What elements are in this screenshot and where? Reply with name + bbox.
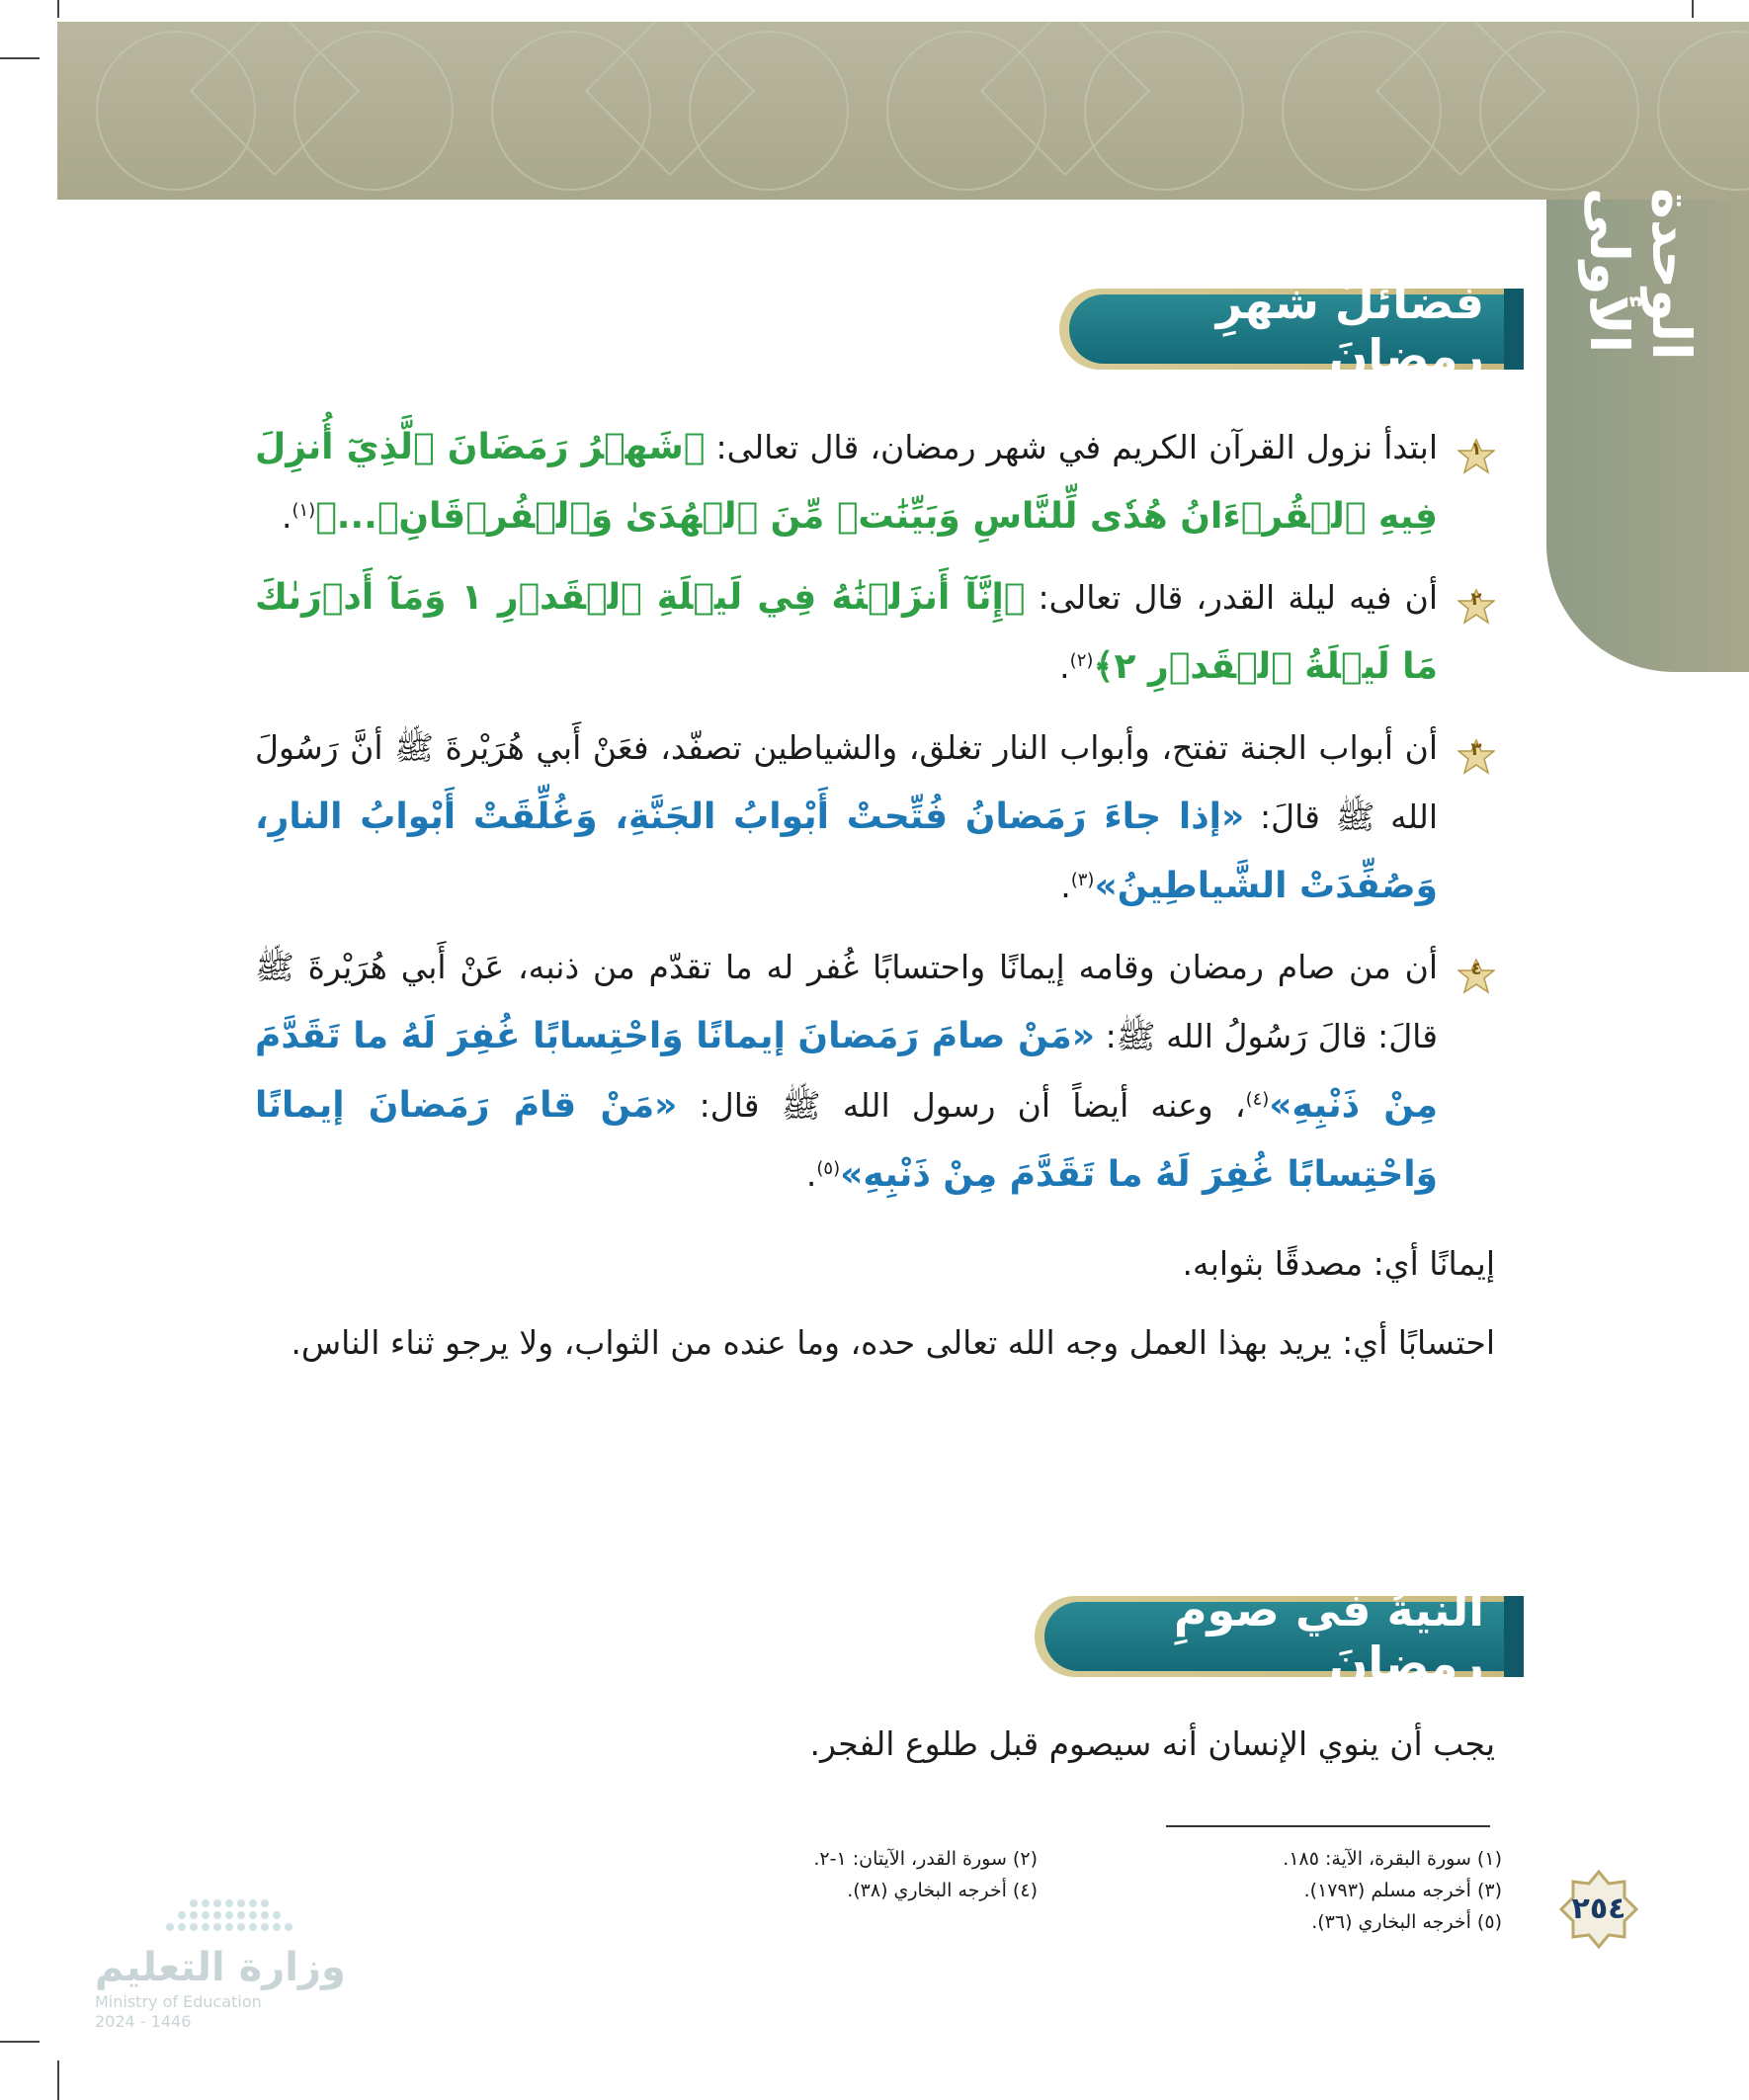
footnote-ref[interactable]: (٢) bbox=[1069, 650, 1094, 671]
header-ribbon-tail bbox=[1504, 289, 1524, 370]
item-text: ابتدأ نزول القرآن الكريم في شهر رمضان، قال تعالى: bbox=[705, 428, 1438, 466]
star-marker-icon: ٢ bbox=[1458, 581, 1495, 619]
section2-content bbox=[255, 1710, 1495, 1779]
definition-ihtisab: احتسابًا أي: يريد بهذا العمل وجه الله تعالى حده، وما عنده من الثواب، ولا يرجو ثناء الناس. bbox=[291, 1323, 1495, 1362]
page-number: ٢٥٤ bbox=[1571, 1891, 1626, 1926]
footnotes-left bbox=[761, 1843, 1038, 1906]
footnote-ref[interactable]: (١) bbox=[292, 500, 316, 521]
crop-mark bbox=[57, 2060, 59, 2100]
section-title: النيةُ في صومِ رمضانَ bbox=[1044, 1602, 1504, 1671]
hadith-text: «مَنْ قامَ رَمَضانَ إيمانًا وَاحْتِسابًا غُفِرَ لَهُ ما تَقَدَّمَ مِنْ ذَنْبِهِ» bbox=[255, 1085, 1438, 1195]
hadith-text: «مَنْ صامَ رَمَضانَ إيمانًا وَاحْتِسابًا غُفِرَ لَهُ ما تَقَدَّمَ مِنْ ذَنْبِهِ» bbox=[255, 1016, 1438, 1126]
crop-mark bbox=[0, 57, 40, 59]
quran-verse: ﴿إِنَّآ أَنزَلۡنَٰهُ فِي لَيۡلَةِ ٱلۡقَدۡرِ ١ وَمَآ أَدۡرَىٰكَ مَا لَيۡلَةُ ٱلۡقَدۡرِ ٢﴾ bbox=[255, 577, 1438, 687]
footnote-divider bbox=[1166, 1825, 1490, 1827]
list-item: ٣ أن أبواب الجنة تفتح، وأبواب النار تغلق، والشياطين تصفّد، فعَنْ أَبي هُرَيْرةَ ﷺ أنَّ رَسُولَ الله ﷺ قالَ: «إذا جاءَ رَمَضانُ فُتِّحتْ أَبْوابُ الجَنَّةِ، وَغُلِّقَتْ أَبْوابُ النارِ، وَصُفِّدَتْ الشَّياطِينُ»$^{(٣)}$. bbox=[255, 714, 1495, 921]
footnote-item: (٣) أخرجه مسلم (١٧٩٣). bbox=[1303, 1880, 1502, 1901]
section-title: فضائلُ شهرِ رمضانَ bbox=[1069, 294, 1504, 364]
ministry-name-ar: وزارة التعليم bbox=[95, 1945, 346, 1990]
footnote-item: (٥) أخرجه البخاري (٣٦). bbox=[1311, 1911, 1502, 1933]
item-text: أن من صام رمضان وقامه إيمانًا واحتسابًا غُفر له ما تقدّم من ذنبه، عَنْ أَبي هُرَيْرةَ ﷺ قالَ: قالَ رَسُولُ الله ﷺ: bbox=[255, 948, 1438, 1055]
footnote-item: (٤) أخرجه البخاري (٣٨). bbox=[847, 1880, 1038, 1901]
footnote-item: (١) سورة البقرة، الآية: ١٨٥. bbox=[1283, 1848, 1502, 1870]
item-text: أن فيه ليلة القدر، قال تعالى: bbox=[1025, 578, 1439, 617]
footnotes-right bbox=[1176, 1843, 1502, 1938]
item-text: أن أبواب الجنة تفتح، وأبواب النار تغلق، والشياطين تصفّد، فعَنْ أَبي هُرَيْرةَ ﷺ أنَّ رَسُولَ الله ﷺ قالَ: bbox=[255, 728, 1438, 836]
list-item: ٢ أن فيه ليلة القدر، قال تعالى: ﴿إِنَّآ أَنزَلۡنَٰهُ فِي لَيۡلَةِ ٱلۡقَدۡرِ ١ وَمَآ أَدۡرَىٰكَ مَا لَيۡلَةُ ٱلۡقَدۡرِ ٢﴾$^{(٢)}$. bbox=[255, 563, 1495, 702]
definition-iman: إيمانًا أي: مصدقًا بثوابه. bbox=[1182, 1244, 1495, 1283]
hadith-text: «إذا جاءَ رَمَضانُ فُتِّحتْ أَبْوابُ الجَنَّةِ، وَغُلِّقَتْ أَبْوابُ النارِ، وَصُفِّدَتْ الشَّياطِينُ» bbox=[255, 797, 1438, 906]
footnote-item: (٢) سورة القدر، الآيتان: ١-٢. bbox=[813, 1848, 1038, 1870]
ministry-year: 2024 - 1446 bbox=[95, 2012, 192, 2031]
item-text: ، وعنه أيضاً أن رسول الله ﷺ قال: bbox=[677, 1086, 1246, 1125]
star-marker-icon: ٣ bbox=[1458, 731, 1495, 769]
footnote-ref[interactable]: (٥) bbox=[816, 1158, 841, 1179]
crop-mark bbox=[57, 0, 59, 18]
list-item: ٤ أن من صام رمضان وقامه إيمانًا واحتسابًا غُفر له ما تقدّم من ذنبه، عَنْ أَبي هُرَيْرةَ ﷺ قالَ: قالَ رَسُولُ الله ﷺ: «مَنْ صامَ رَمَضانَ إيمانًا وَاحْتِسابًا غُفِرَ لَهُ ما تَقَدَّمَ مِنْ ذَنْبِهِ»$^{(٤)}$، وعنه أيضاً أن رسول الله ﷺ قال: «مَنْ قامَ رَمَضانَ إيمانًا وَاحْتِسابًا غُفِرَ لَهُ ما تَقَدَّمَ مِنْ ذَنْبِهِ»$^{(٥)}$. bbox=[255, 933, 1495, 1210]
ministry-name-en: Ministry of Education bbox=[95, 1992, 262, 2011]
star-marker-icon: ٤ bbox=[1458, 951, 1495, 988]
quran-verse: ﴿شَهۡرُ رَمَضَانَ ٱلَّذِيٓ أُنزِلَ فِيهِ ٱلۡقُرۡءَانُ هُدٗى لِّلنَّاسِ وَبَيِّنَٰتٖ مِّنَ ٱلۡهُدَىٰ وَٱلۡفُرۡقَانِۚ...﴾ bbox=[255, 427, 1438, 537]
section-header-intention bbox=[1035, 1583, 1504, 1690]
crop-mark bbox=[0, 2041, 40, 2043]
crop-mark bbox=[1692, 0, 1694, 18]
section-header-ramadan-virtues bbox=[1059, 276, 1504, 382]
footnote-ref[interactable]: (٤) bbox=[1245, 1089, 1270, 1110]
list-item: ١ ابتدأ نزول القرآن الكريم في شهر رمضان، قال تعالى: ﴿شَهۡرُ رَمَضَانَ ٱلَّذِيٓ أُنزِلَ فِيهِ ٱلۡقُرۡءَانُ هُدٗى لِّلنَّاسِ وَبَيِّنَٰتٖ مِّنَ ٱلۡهُدَىٰ وَٱلۡفُرۡقَانِۚ...﴾$^{(١)}$. bbox=[255, 413, 1495, 551]
main-content bbox=[255, 413, 1495, 1378]
footnote-ref[interactable]: (٣) bbox=[1070, 870, 1095, 890]
header-ribbon-tail bbox=[1504, 1596, 1524, 1677]
geometric-pattern-icon bbox=[57, 22, 1749, 200]
header-pattern-band bbox=[57, 22, 1749, 200]
ministry-logo-icon bbox=[95, 1895, 322, 1941]
intention-text: يجب أن ينوي الإنسان أنه سيصوم قبل طلوع الفجر. bbox=[809, 1724, 1495, 1763]
star-marker-icon: ١ bbox=[1458, 431, 1495, 468]
unit-label: الوحدة الأولى bbox=[1578, 188, 1703, 361]
